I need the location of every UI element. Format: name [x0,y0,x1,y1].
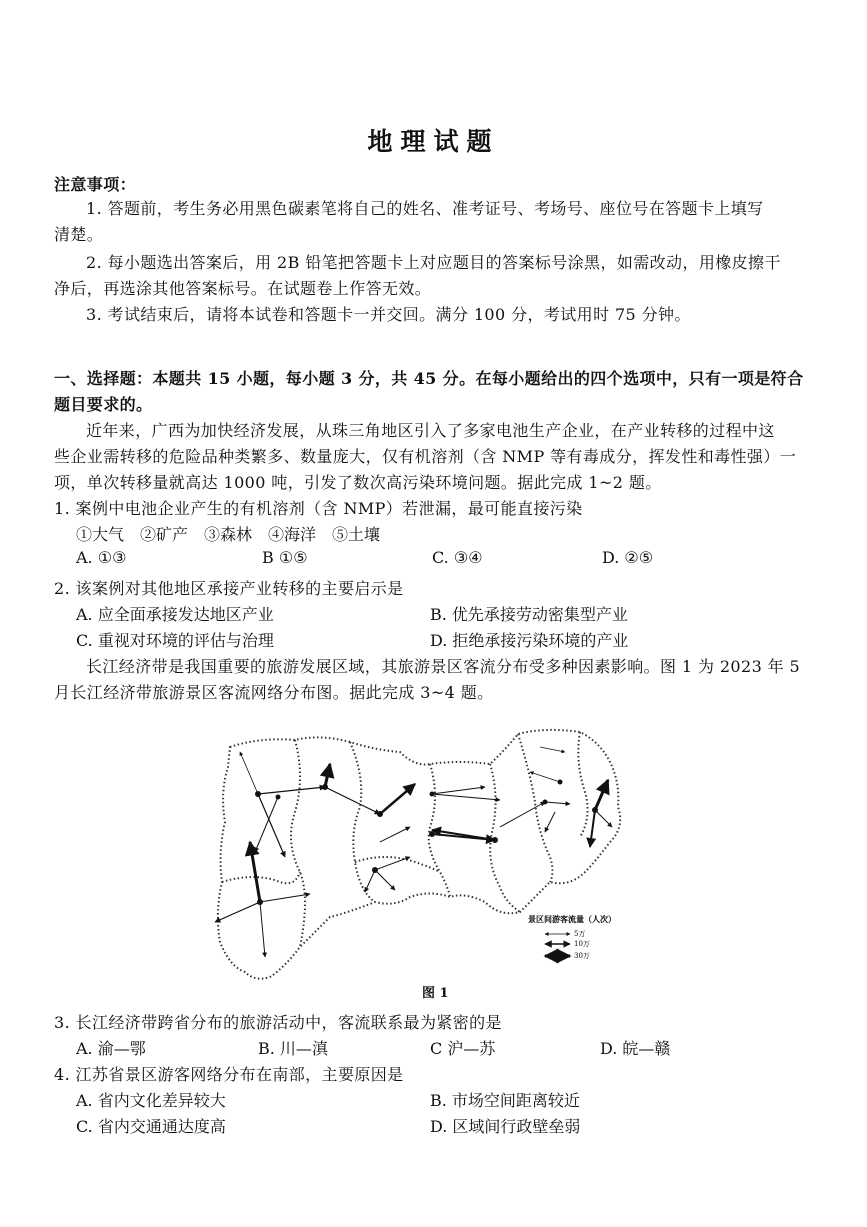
q1-option-b: B ①⑤ [262,548,308,567]
q3-stem: 3. 长江经济带跨省分布的旅游活动中，客流联系最为紧密的是 [54,1013,502,1032]
q2-option-a: A. 应全面承接发达地区产业 [76,605,274,624]
scenic-nodes [255,780,598,906]
q3-option-c: C 沪—苏 [430,1039,496,1058]
notice-item-2-cont: 净后，再选涂其他答案标号。在试题卷上作答无效。 [54,279,432,298]
legend-label-10: 10万 [574,940,590,948]
passage1-line1: 近年来，广西为加快经济发展，从珠三角地区引入了多家电池生产企业，在产业转移的过程中这 [86,421,775,440]
notice-item-1: 1. 答题前，考生务必用黑色碳素笔将自己的姓名、准考证号、考场号、座位号在答题卡上填写 [86,199,764,218]
q3-option-a: A. 渝—鄂 [76,1039,146,1058]
notice-item-2: 2. 每小题选出答案后，用 2B 铅笔把答题卡上对应题目的答案标号涂黑，如需改动，用橡皮擦干 [86,253,781,272]
q1-option-a: A. ①③ [76,548,127,567]
q2-option-b: B. 优先承接劳动密集型产业 [430,605,628,624]
q4-option-d: D. 区域间行政壁垒弱 [430,1117,581,1136]
q1-stem: 1. 案例中电池企业产生的有机溶剂（含 NMP）若泄漏，最可能直接污染 [54,499,583,518]
notice-heading: 注意事项： [54,175,137,194]
q4-option-c: C. 省内交通通达度高 [76,1117,226,1136]
passage2-line2: 月长江经济带旅游景区客流网络分布图。据此完成 3~4 题。 [54,683,494,702]
q1-option-d: D. ②⑤ [602,548,654,567]
page-title: 地理试题 [367,127,500,156]
notice-item-3: 3. 考试结束后，请将本试卷和答题卡一并交回。满分 100 分，考试用时 75 分钟。 [86,305,691,324]
section-heading-cont: 题目要求的。 [54,395,153,414]
legend-title: 景区间游客流量（人次） [528,914,616,924]
q4-option-b: B. 市场空间距离较近 [430,1091,580,1110]
figure-caption: 图 1 [422,986,449,1001]
legend-label-30: 30万 [574,952,590,960]
region-outline [218,730,620,979]
q2-stem: 2. 该案例对其他地区承接产业转移的主要启示是 [54,579,404,598]
legend-label-5: 5万 [574,930,586,938]
q3-option-b: B. 川—滇 [258,1039,328,1058]
q2-option-d: D. 拒绝承接污染环境的产业 [430,631,629,650]
q4-stem: 4. 江苏省景区游客网络分布在南部，主要原因是 [54,1065,404,1084]
notice-item-1-cont: 清楚。 [54,225,104,244]
passage2-line1: 长江经济带是我国重要的旅游发展区域，其旅游景区客流分布受多种因素影响。图 1 为 2023 年 5 [86,657,801,676]
passage1-line3: 项，单次转移量就高达 1000 吨，引发了数次高污染环境问题。据此完成 1~2 题。 [54,473,662,492]
yangtze-flow-map [200,722,640,986]
flow-arrows [215,747,612,957]
q2-option-c: C. 重视对环境的评估与治理 [76,631,274,650]
map-legend [528,914,616,960]
q3-option-d: D. 皖—赣 [600,1039,671,1058]
q1-option-c: C. ③④ [432,548,483,567]
q1-items: ①大气 ②矿产 ③森林 ④海洋 ⑤土壤 [76,525,381,544]
section-heading: 一、选择题：本题共 15 小题，每小题 3 分，共 45 分。在每小题给出的四个选项中，只有一项是符合 [54,369,804,388]
q4-option-a: A. 省内文化差异较大 [76,1091,226,1110]
passage1-line2: 些企业需转移的危险品种类繁多、数量庞大，仅有机溶剂（含 NMP 等有毒成分，挥发性和毒性强）一 [54,447,797,466]
